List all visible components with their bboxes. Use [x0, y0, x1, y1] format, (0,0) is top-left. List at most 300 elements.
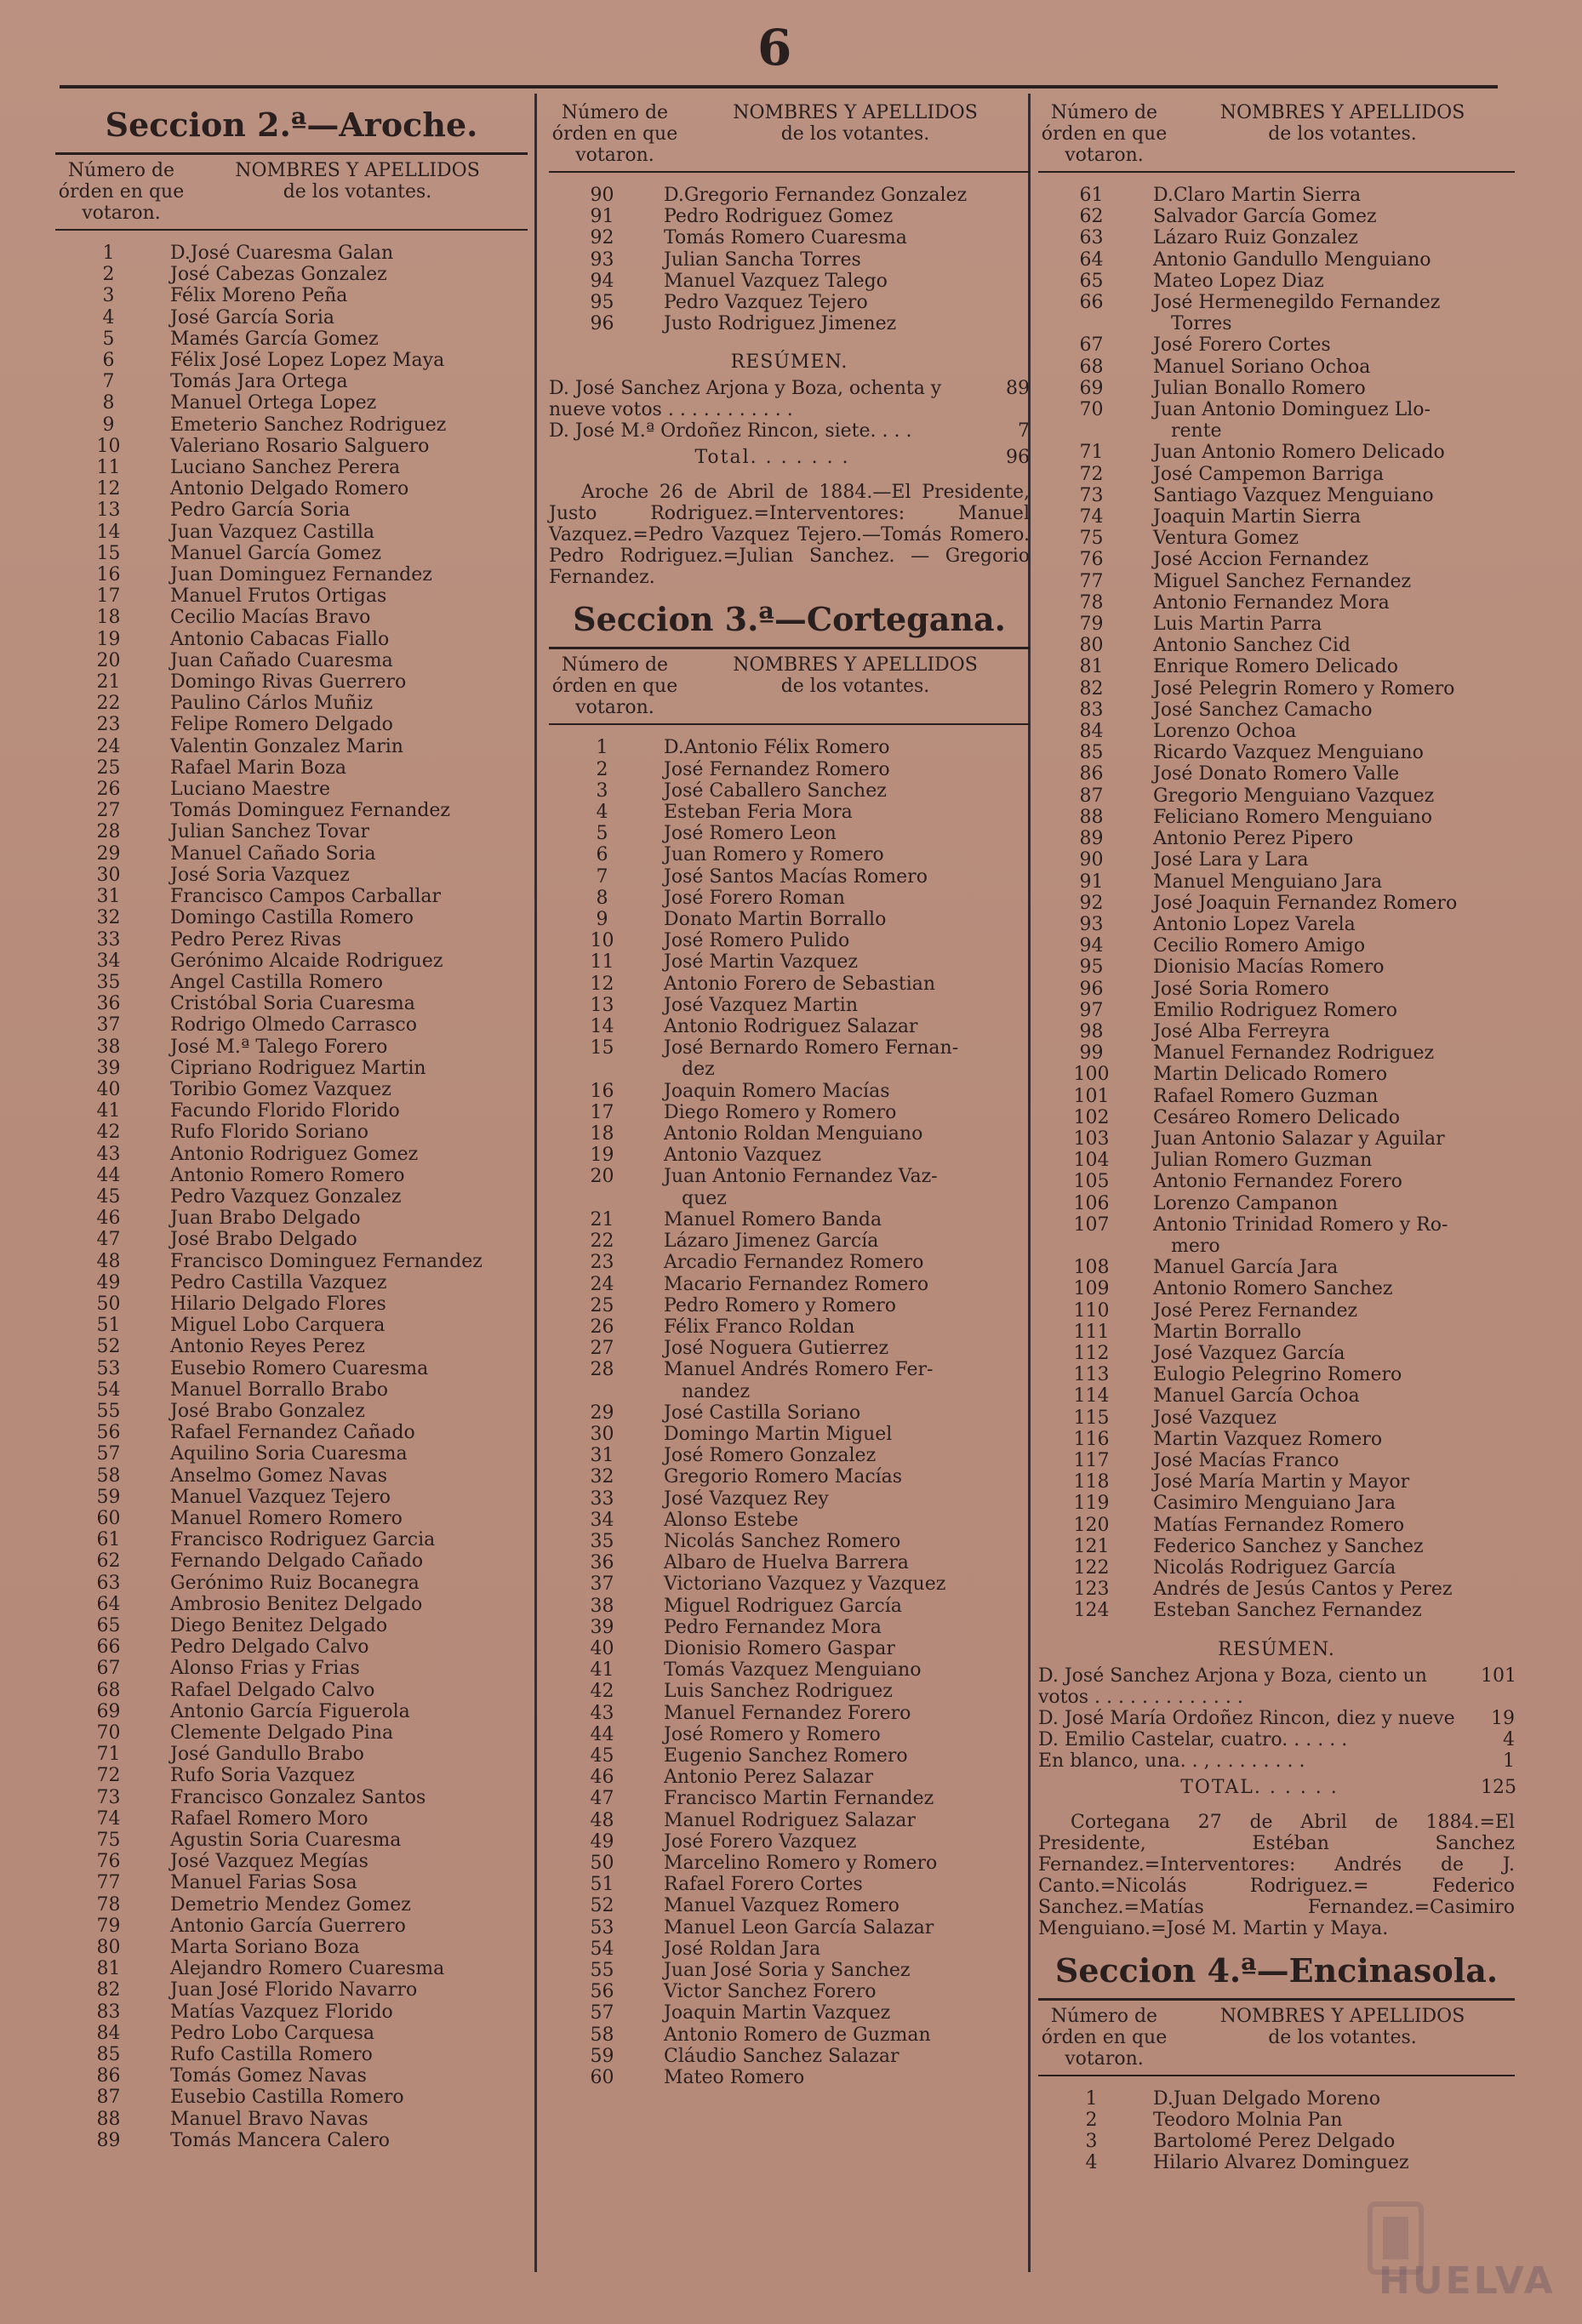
- summary-line: [1038, 1665, 1515, 1708]
- voter-number: 124: [1073, 1600, 1110, 1622]
- list-item: [549, 1424, 1030, 1445]
- voter-name: Cristóbal Soria Cuaresma: [170, 993, 415, 1015]
- voter-name: Félix José Lopez Lopez Maya: [170, 350, 445, 372]
- voter-number: 86: [1079, 763, 1104, 785]
- list-item: [549, 1617, 1030, 1638]
- voter-number: 14: [96, 521, 121, 543]
- list-item: [549, 844, 1030, 865]
- voter-number: 34: [96, 950, 121, 972]
- voter-name: Francisco Martin Fernandez: [664, 1788, 934, 1810]
- list-item: [1038, 1064, 1515, 1085]
- voter-number: 57: [96, 1443, 121, 1465]
- voter-name: Domingo Castilla Romero: [170, 907, 414, 929]
- list-item: [55, 2001, 528, 2023]
- voter-number: 29: [96, 842, 121, 865]
- list-item: [55, 1744, 528, 1765]
- voter-number: 28: [590, 1359, 614, 1381]
- voter-number: 102: [1073, 1106, 1110, 1128]
- voter-number: 31: [590, 1445, 614, 1467]
- voter-name: Feliciano Romero Menguiano: [1153, 806, 1433, 828]
- voter-number: 10: [590, 930, 614, 952]
- list-item: [549, 1874, 1030, 1895]
- voter-name: José Vazquez Martin: [664, 994, 859, 1016]
- list-item: [549, 1810, 1030, 1831]
- voter-name: Teodoro Molnia Pan: [1153, 2109, 1343, 2131]
- list-item: [1038, 549, 1515, 570]
- list-item: [1038, 893, 1515, 914]
- list-item: [549, 1209, 1030, 1231]
- voter-name: Manuel Menguiano Jara: [1153, 871, 1383, 893]
- header-names: NOMBRES Y APELLIDOS de los votantes.: [235, 160, 480, 203]
- voter-name: Antonio Fernandez Mora: [1153, 591, 1390, 614]
- voter-number: 73: [96, 1786, 121, 1808]
- voter-name: José Brabo Delgado: [170, 1229, 357, 1251]
- voter-name: Rufo Castilla Romero: [170, 2044, 373, 2066]
- voter-name: Eulogio Pelegrino Romero: [1153, 1364, 1402, 1386]
- list-item: [55, 1808, 528, 1830]
- list-item: [549, 1166, 1030, 1208]
- list-item: [55, 1529, 528, 1550]
- list-item: [549, 1102, 1030, 1123]
- list-item: [549, 1016, 1030, 1037]
- list-item: [549, 1145, 1030, 1166]
- list-item: [1038, 1000, 1515, 1021]
- list-item: [55, 2087, 528, 2108]
- list-item: [549, 930, 1030, 951]
- voter-number: 89: [96, 2129, 121, 2151]
- list-item: [55, 607, 528, 628]
- list-item: [549, 1037, 1030, 1080]
- voter-name: Antonio Romero de Guzman: [664, 2024, 931, 2046]
- voter-number: 97: [1079, 999, 1104, 1021]
- voter-name: Francisco Dominguez Fernandez: [170, 1250, 483, 1272]
- voter-number: 9: [102, 414, 115, 436]
- voter-name: Antonio Rodriguez Salazar: [664, 1016, 918, 1038]
- list-item: [1038, 635, 1515, 656]
- voter-name: Macario Fernandez Romero: [664, 1273, 929, 1295]
- list-item: [55, 2044, 528, 2065]
- list-item: [1038, 1450, 1515, 1471]
- voter-number: 65: [96, 1615, 121, 1636]
- list-item: [55, 1615, 528, 1636]
- list-item: [1038, 1364, 1515, 1385]
- voter-name: José Lara y Lara: [1153, 849, 1309, 871]
- voter-number: 47: [590, 1788, 614, 1810]
- voter-name: Julian Sancha Torres: [664, 248, 861, 271]
- voter-list: [549, 737, 1030, 2088]
- list-item: [1038, 378, 1515, 399]
- voter-number: 30: [590, 1423, 614, 1445]
- list-item: [55, 1208, 528, 1229]
- rule: [1038, 171, 1515, 173]
- voter-number: 59: [96, 1486, 121, 1508]
- voter-number: 95: [1079, 956, 1104, 979]
- list-item: [55, 1851, 528, 1872]
- voter-name: Luis Martin Parra: [1153, 614, 1322, 636]
- voter-name: Manuel Leon García Salazar: [664, 1916, 934, 1939]
- voter-name: Donato Martin Borrallo: [664, 909, 887, 931]
- voter-number: 106: [1073, 1192, 1110, 1214]
- voter-name: Rafael Romero Moro: [170, 1807, 368, 1830]
- voter-number: 78: [1079, 591, 1104, 614]
- list-item: [549, 1231, 1030, 1252]
- voter-number: 44: [96, 1164, 121, 1186]
- list-item: [55, 1379, 528, 1401]
- voter-number: 50: [590, 1852, 614, 1874]
- voter-name: Antonio Vazquez: [664, 1145, 822, 1167]
- summary-value: 19: [1491, 1707, 1515, 1729]
- section-2-title: Seccion 2.ª—Aroche.: [105, 106, 478, 144]
- list-item: [1038, 1128, 1515, 1150]
- list-item: [1038, 206, 1515, 227]
- voter-name: Luciano Sanchez Perera: [170, 457, 401, 479]
- list-item: [55, 1701, 528, 1722]
- list-item: [1038, 506, 1515, 528]
- voter-number: 55: [590, 1960, 614, 1981]
- list-item: [549, 1510, 1030, 1531]
- list-item: [1038, 1300, 1515, 1322]
- list-item: [549, 1359, 1030, 1402]
- voter-name: Alonso Frias y Frias: [170, 1658, 360, 1680]
- summary-label: D. José Sanchez Arjona y Boza, ciento un votos . . . . . . . . . . . . .: [1038, 1664, 1427, 1708]
- voter-number: 113: [1073, 1364, 1110, 1386]
- voter-number: 96: [590, 313, 614, 335]
- voter-number: 80: [1079, 635, 1104, 657]
- voter-number: 88: [96, 2108, 121, 2130]
- voter-number: 84: [1079, 721, 1104, 743]
- list-item: [55, 800, 528, 821]
- voter-name: Dionisio Romero Gaspar: [664, 1637, 895, 1659]
- list-item: [55, 1594, 528, 1615]
- list-item: [1038, 1408, 1515, 1429]
- page-number: 6: [757, 19, 792, 77]
- list-item: [549, 1831, 1030, 1853]
- voter-number: 5: [596, 823, 608, 845]
- voter-number: 34: [590, 1509, 614, 1531]
- voter-number: 66: [96, 1636, 121, 1659]
- list-item: [1038, 1429, 1515, 1450]
- list-item: [55, 1336, 528, 1357]
- list-item: [1038, 528, 1515, 549]
- voter-name: Valeriano Rosario Salguero: [170, 435, 430, 457]
- list-item: [1038, 807, 1515, 828]
- voter-number: 122: [1073, 1557, 1110, 1579]
- voter-name: Paulino Cárlos Muñiz: [170, 693, 374, 715]
- list-item: [549, 2002, 1030, 2024]
- list-item: [549, 1659, 1030, 1681]
- voter-name: Tomás Vazquez Menguiano: [664, 1659, 922, 1682]
- list-item: [549, 1681, 1030, 1702]
- list-item: [55, 714, 528, 735]
- voter-name: Ventura Gomez: [1153, 528, 1299, 550]
- list-item: [549, 1466, 1030, 1487]
- list-item: [549, 2024, 1030, 2046]
- top-rule: [60, 85, 1498, 89]
- list-item: [1038, 1214, 1515, 1257]
- voter-name: José Romero y Romero: [664, 1723, 881, 1745]
- list-item: [55, 671, 528, 693]
- list-item: [549, 2046, 1030, 2067]
- list-item: [55, 1722, 528, 1744]
- voter-number: 37: [590, 1573, 614, 1596]
- voter-name: Marta Soriano Boza: [170, 1937, 360, 1959]
- voter-number: 114: [1073, 1385, 1110, 1408]
- voter-number: 7: [102, 371, 115, 393]
- list-item: [1038, 763, 1515, 785]
- voter-name: Rafael Romero Guzman: [1153, 1085, 1379, 1107]
- list-item: [549, 780, 1030, 802]
- voter-number: 72: [1079, 463, 1104, 485]
- summary-label: D. Emilio Castelar, cuatro. . . . . .: [1038, 1728, 1348, 1750]
- voter-name: José Joaquin Fernandez Romero: [1153, 892, 1458, 914]
- voter-number: 46: [590, 1767, 614, 1789]
- list-item: [55, 1165, 528, 1186]
- voter-name: Aquilino Soria Cuaresma: [170, 1443, 408, 1465]
- voter-name: José Vazquez: [1153, 1407, 1276, 1429]
- list-item: [549, 866, 1030, 888]
- list-item: [55, 1443, 528, 1465]
- column-1: [55, 94, 528, 2151]
- voter-number: 35: [590, 1530, 614, 1552]
- voter-name: Manuel Fernandez Rodriguez: [1153, 1042, 1435, 1065]
- voter-number: 18: [590, 1123, 614, 1145]
- voter-name: Santiago Vazquez Menguiano: [1153, 484, 1434, 506]
- list-item: [1038, 185, 1515, 206]
- list-item: [1038, 464, 1515, 485]
- list-item: [549, 1552, 1030, 1573]
- list-item: [55, 2109, 528, 2130]
- voter-number: 62: [96, 1550, 121, 1573]
- voter-number: 3: [596, 779, 608, 802]
- voter-number: 120: [1073, 1514, 1110, 1536]
- list-item: [55, 350, 528, 371]
- voter-name: D.Claro Martin Sierra: [1153, 185, 1362, 206]
- list-item: [55, 1894, 528, 1916]
- voter-number: 69: [1079, 377, 1104, 399]
- list-item: [1038, 1150, 1515, 1171]
- voter-number: 76: [96, 1851, 121, 1873]
- voter-name: D.José Cuaresma Galan: [170, 243, 394, 264]
- list-item: [1038, 1042, 1515, 1064]
- voter-name: Manuel Farias Sosa: [170, 1872, 357, 1894]
- voter-number: 71: [1079, 442, 1104, 464]
- list-item: [55, 1036, 528, 1058]
- voter-number: 46: [96, 1208, 121, 1230]
- list-item: [549, 185, 1030, 206]
- voter-name: Valentin Gonzalez Marin: [170, 735, 403, 757]
- voter-name: Enrique Romero Delicado: [1153, 656, 1398, 678]
- voter-number: 20: [96, 649, 121, 671]
- voter-name: Antonio Forero de Sebastian: [664, 973, 936, 995]
- voter-name: Matías Vazquez Florido: [170, 2001, 393, 2023]
- voter-number: 77: [1079, 570, 1104, 592]
- list-item: [549, 1252, 1030, 1273]
- voter-name: Manuel Cañado Soria: [170, 842, 376, 865]
- voter-number: 11: [590, 951, 614, 974]
- voter-name: Tomás Romero Cuaresma: [664, 227, 907, 249]
- list-item: [55, 1658, 528, 1679]
- voter-number: 30: [96, 864, 121, 886]
- list-item: [1038, 592, 1515, 614]
- summary-line: [1038, 1708, 1515, 1729]
- voter-name: Manuel Vazquez Tejero: [170, 1486, 391, 1508]
- list-item: [1038, 357, 1515, 378]
- voter-name: Juan Romero y Romero: [664, 844, 884, 866]
- voter-number: 45: [96, 1185, 121, 1208]
- list-item: [1038, 1086, 1515, 1107]
- voter-name: Fernando Delgado Cañado: [170, 1550, 424, 1573]
- voter-number: 18: [96, 607, 121, 629]
- list-item: [1038, 1557, 1515, 1579]
- voter-name: Rodrigo Olmedo Carrasco: [170, 1014, 417, 1036]
- list-item: [55, 1830, 528, 1851]
- voter-name: Pedro Lobo Carquesa: [170, 2022, 374, 2044]
- voter-name: Rafael Delgado Calvo: [170, 1679, 375, 1701]
- voter-number: 85: [1079, 742, 1104, 764]
- voter-name: Antonio Cabacas Fiallo: [170, 628, 390, 650]
- voter-number: 112: [1073, 1342, 1110, 1364]
- list-item: [55, 1186, 528, 1208]
- summary-total: [1038, 1777, 1515, 1798]
- voter-number: 63: [96, 1572, 121, 1594]
- voter-number: 109: [1073, 1278, 1110, 1300]
- voter-name: Antonio Perez Pipero: [1153, 828, 1354, 850]
- summary-title: RESÚMEN.: [730, 351, 848, 374]
- voter-name: Pedro Romero y Romero: [664, 1294, 896, 1316]
- list-item: [549, 823, 1030, 844]
- voter-number: 87: [1079, 785, 1104, 807]
- list-item: [549, 1316, 1030, 1338]
- voter-number: 56: [96, 1422, 121, 1444]
- list-item: [1038, 1579, 1515, 1600]
- voter-name: Emeterio Sanchez Rodriguez: [170, 414, 447, 436]
- column-divider: [534, 94, 537, 2272]
- voter-number: 99: [1079, 1042, 1104, 1065]
- list-item: [55, 1272, 528, 1293]
- voter-name: José Hermenegildo Fernandez Torres: [1153, 292, 1441, 335]
- voter-name: Tomás Mancera Calero: [170, 2129, 391, 2151]
- voter-number: 61: [1079, 185, 1104, 206]
- voter-number: 70: [1079, 399, 1104, 421]
- list-item: [55, 972, 528, 993]
- summary-value: 7: [1018, 420, 1030, 443]
- voter-name: Francisco Gonzalez Santos: [170, 1786, 426, 1808]
- voter-name: José Romero Gonzalez: [664, 1445, 877, 1467]
- voter-number: 6: [596, 844, 608, 866]
- voter-number: 119: [1073, 1493, 1110, 1515]
- voter-name: Ambrosio Benitez Delgado: [170, 1593, 423, 1615]
- voter-name: Felipe Romero Delgado: [170, 714, 393, 736]
- summary-label: D. José M.ª Ordoñez Rincon, siete. . . .: [549, 420, 912, 443]
- voter-number: 80: [96, 1937, 121, 1959]
- voter-name: Cláudio Sanchez Salazar: [664, 2045, 900, 2067]
- header-number: Número de órden en que votaron.: [551, 102, 678, 166]
- table-header: [549, 654, 1030, 718]
- voter-name: Marcelino Romero y Romero: [664, 1852, 938, 1874]
- voter-number: 82: [96, 1979, 121, 2001]
- voter-name: Antonio Trinidad Romero y Ro- mero: [1153, 1213, 1448, 1257]
- voter-number: 31: [96, 886, 121, 908]
- voter-name: Emilio Rodriguez Romero: [1153, 999, 1398, 1021]
- voter-number: 4: [1085, 2152, 1098, 2174]
- summary-title: RESÚMEN.: [1218, 1638, 1335, 1660]
- voter-name: José Forero Cortes: [1153, 334, 1331, 357]
- voter-name: José María Martin y Mayor: [1153, 1471, 1410, 1493]
- voter-number: 15: [96, 542, 121, 564]
- voter-name: Gerónimo Ruiz Bocanegra: [170, 1572, 420, 1594]
- voter-name: Lázaro Ruiz Gonzalez: [1153, 227, 1358, 249]
- voter-name: Antonio Fernandez Forero: [1153, 1171, 1402, 1193]
- summary-line: [1038, 1729, 1515, 1750]
- voter-number: 83: [96, 2001, 121, 2023]
- list-item: [1038, 828, 1515, 849]
- voter-name: Juan Brabo Delgado: [170, 1208, 361, 1230]
- voter-number: 2: [596, 758, 608, 780]
- voter-name: José Sanchez Camacho: [1153, 699, 1373, 721]
- list-item: [549, 737, 1030, 758]
- voter-number: 85: [96, 2044, 121, 2066]
- voter-number: 12: [96, 478, 121, 500]
- list-item: [549, 951, 1030, 973]
- list-item: [549, 1123, 1030, 1145]
- list-item: [55, 522, 528, 543]
- voter-name: Pedro Vazquez Tejero: [664, 292, 868, 314]
- voter-name: José Forero Roman: [664, 887, 845, 909]
- voter-name: Antonio Gandullo Menguiano: [1153, 248, 1431, 271]
- voter-number: 8: [596, 887, 608, 909]
- summary-label: D. José María Ordoñez Rincon, diez y nueve: [1038, 1707, 1455, 1729]
- total-value: 125: [1481, 1776, 1516, 1798]
- voter-number: 41: [590, 1659, 614, 1682]
- list-item: [549, 1596, 1030, 1617]
- voter-number: 17: [96, 585, 121, 608]
- voter-number: 100: [1073, 1064, 1110, 1086]
- voter-number: 60: [96, 1507, 121, 1529]
- list-item: [55, 736, 528, 757]
- voter-number: 36: [96, 993, 121, 1015]
- voter-number: 38: [96, 1036, 121, 1058]
- voter-number: 2: [1085, 2109, 1098, 2131]
- voter-number: 62: [1079, 206, 1104, 228]
- total-value: 96: [1006, 447, 1030, 469]
- voter-name: Francisco Rodriguez Garcia: [170, 1529, 436, 1551]
- list-item: [55, 886, 528, 907]
- voter-name: Francisco Campos Carballar: [170, 886, 442, 908]
- list-item: [549, 1573, 1030, 1595]
- voter-number: 79: [96, 1915, 121, 1937]
- list-item: [55, 1872, 528, 1893]
- voter-number: 115: [1073, 1407, 1110, 1429]
- voter-name: Antonio Roldan Menguiano: [664, 1123, 923, 1145]
- voter-name: José Fernandez Romero: [664, 758, 890, 780]
- voter-number: 52: [590, 1895, 614, 1917]
- voter-number: 86: [96, 2065, 121, 2087]
- list-item: [55, 693, 528, 714]
- voter-name: Esteban Feria Mora: [664, 802, 853, 824]
- voter-name: Mamés García Gomez: [170, 328, 379, 350]
- voter-name: Joaquin Martin Vazquez: [664, 2002, 891, 2024]
- summary-line: [1038, 1750, 1515, 1772]
- voter-name: Félix Franco Roldan: [664, 1316, 855, 1338]
- voter-name: Bartolomé Perez Delgado: [1153, 2131, 1396, 2153]
- list-item: [1038, 699, 1515, 721]
- acta-text: Cortegana 27 de Abril de 1884.=El Presidente, Estéban Sanchez Fernandez.=Interventores: Andrés de J. Canto.=Nicolás Rodriguez.= Federico Sanchez.=Matías Fernandez.=Casimiro Menguiano.=José M. Martin y Maya.: [1038, 1811, 1515, 1939]
- voter-number: 118: [1073, 1471, 1110, 1493]
- list-item: [549, 1960, 1030, 1981]
- voter-name: Gerónimo Alcaide Rodriguez: [170, 950, 443, 972]
- voter-name: Rafael Forero Cortes: [664, 1874, 863, 1896]
- voter-number: 1: [596, 737, 608, 759]
